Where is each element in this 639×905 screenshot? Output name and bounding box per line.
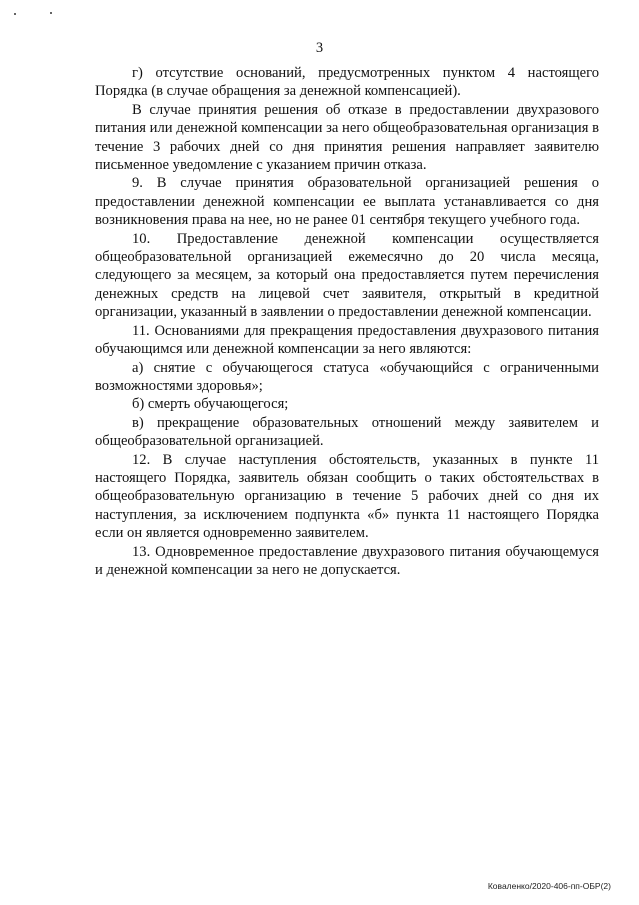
page-number: 3 — [315, 40, 324, 56]
paragraph-clause-11: 11. Основаниями для прекращения предоставления двухразового питания обучающимся или денежной компенсации за него являются: — [95, 322, 599, 358]
paragraph-item-g: г) отсутствие оснований, предусмотренных пунктом 4 настоящего Порядка (в случае обращения за денежной компенсацией). — [95, 65, 599, 100]
paragraph-clause-9: 9. В случае принятия образовательной организацией решения о предоставлении денежной компенсации ее выплата устанавливается со дня возникновения права на нее, но не ранее 01 сентября текущего учебного года. — [95, 175, 599, 229]
footer-document-code: Коваленко/2020-406-пп-ОБР(2) — [487, 881, 611, 891]
paragraph-clause-13: 13. Одновременное предоставление двухразового питания обучающемуся и денежной компенсации за него не допускается. — [95, 543, 599, 578]
document-body — [95, 64, 599, 579]
paragraph-clause-11-b: б) смерть обучающегося; — [132, 396, 289, 413]
scan-artifact-dot — [50, 12, 52, 14]
paragraph-clause-10: 10. Предоставление денежной компенсации осуществляется общеобразовательной организацией ежемесячно до 20 числа месяца, следующего за месяцем, за который она предоставляется путем перечисления денежных средств на лицевой счет заявителя, открытый в кредитной организации, указанный в заявлении о предоставлении денежной компенсации. — [95, 230, 599, 321]
paragraph-clause-11-a: а) снятие с обучающегося статуса «обучающийся с ограниченными возможностями здоровья»; — [95, 359, 599, 394]
paragraph-clause-12: 12. В случае наступления обстоятельств, указанных в пункте 11 настоящего Порядка, заявитель обязан сообщить о таких обстоятельствах в общеобразовательную организацию в течение 5 рабочих дней со дня их наступления, за исключением подпункта «б» пункта 11 настоящего Порядка если он является одновременно заявителем. — [95, 451, 599, 542]
paragraph-clause-11-v: в) прекращение образовательных отношений между заявителем и общеобразовательной организацией. — [95, 414, 599, 450]
paragraph-refusal-notice: В случае принятия решения об отказе в предоставлении двухразового питания или денежной компенсации за него общеобразовательная организация в течение 3 рабочих дней со дня принятия решения направляет заявителю письменное уведомление с указанием причин отказа. — [95, 101, 599, 174]
scan-artifact-dot — [14, 13, 16, 15]
